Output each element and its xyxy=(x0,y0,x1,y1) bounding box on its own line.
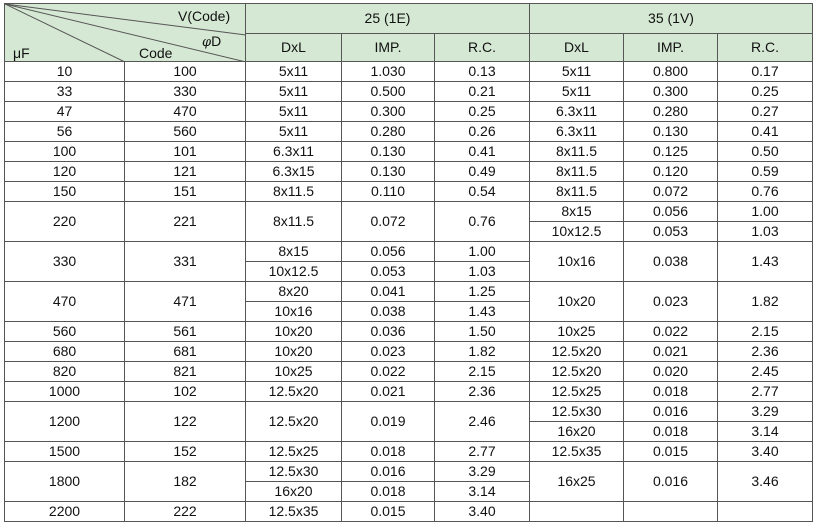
25v-imp-cell: 0.110 xyxy=(342,182,435,202)
35v-rc-cell: 1.00 xyxy=(718,202,813,222)
25v-imp-cell: 0.041 xyxy=(342,282,435,302)
code-cell: 222 xyxy=(125,502,246,522)
col-header-rc: R.C. xyxy=(718,34,813,62)
35v-dxl-cell: 12.5x20 xyxy=(530,342,624,362)
35v-dxl-cell: 8x11.5 xyxy=(530,162,624,182)
voltage-code-label: V(Code) xyxy=(178,8,231,24)
25v-rc-cell: 2.46 xyxy=(435,402,530,442)
capacitance-cell: 1800 xyxy=(5,462,125,502)
25v-dxl-cell: 10x20 xyxy=(246,342,342,362)
35v-rc-cell: 2.77 xyxy=(718,382,813,402)
35v-imp-cell: 0.280 xyxy=(624,102,718,122)
35v-imp-cell: 0.130 xyxy=(624,122,718,142)
capacitance-cell: 680 xyxy=(5,342,125,362)
25v-dxl-cell: 5x11 xyxy=(246,82,342,102)
35v-dxl-cell: 12.5x25 xyxy=(530,382,624,402)
code-cell: 102 xyxy=(125,382,246,402)
col-header-dxl: DxL xyxy=(246,34,342,62)
table-row xyxy=(5,362,813,382)
25v-imp-cell: 0.300 xyxy=(342,102,435,122)
35v-rc-cell: 2.15 xyxy=(718,322,813,342)
25v-rc-cell: 0.26 xyxy=(435,122,530,142)
25v-imp-cell: 0.019 xyxy=(342,402,435,442)
code-cell: 821 xyxy=(125,362,246,382)
35v-imp-cell: 0.020 xyxy=(624,362,718,382)
35v-dxl-cell: 6.3x11 xyxy=(530,122,624,142)
capacitance-cell: 33 xyxy=(5,82,125,102)
35v-imp-cell: 0.023 xyxy=(624,282,718,322)
25v-rc-cell: 0.41 xyxy=(435,142,530,162)
25v-imp-cell: 0.018 xyxy=(342,442,435,462)
capacitance-cell: 330 xyxy=(5,242,125,282)
25v-imp-cell: 0.022 xyxy=(342,362,435,382)
25v-dxl-cell: 6.3x11 xyxy=(246,142,342,162)
table-row xyxy=(5,62,813,82)
35v-rc-cell: 0.17 xyxy=(718,62,813,82)
35v-rc-cell: 0.76 xyxy=(718,182,813,202)
table-row xyxy=(5,242,813,262)
25v-dxl-cell: 10x16 xyxy=(246,302,342,322)
25v-imp-cell: 0.023 xyxy=(342,342,435,362)
table-row xyxy=(5,402,813,422)
table-row xyxy=(5,182,813,202)
35v-rc-cell: 3.46 xyxy=(718,462,813,502)
25v-rc-cell: 3.14 xyxy=(435,482,530,502)
code-cell: 471 xyxy=(125,282,246,322)
35v-imp-cell: 0.125 xyxy=(624,142,718,162)
35v-dxl-cell: 12.5x35 xyxy=(530,442,624,462)
35v-rc-cell: 0.41 xyxy=(718,122,813,142)
35v-rc-cell xyxy=(718,502,813,522)
col-header-imp: IMP. xyxy=(624,34,718,62)
code-cell: 221 xyxy=(125,202,246,242)
table-row xyxy=(5,282,813,302)
25v-rc-cell: 1.82 xyxy=(435,342,530,362)
table-row xyxy=(5,502,813,522)
35v-imp-cell: 0.300 xyxy=(624,82,718,102)
25v-dxl-cell: 8x11.5 xyxy=(246,182,342,202)
capacitance-cell: 820 xyxy=(5,362,125,382)
25v-dxl-cell: 10x20 xyxy=(246,322,342,342)
25v-rc-cell: 1.43 xyxy=(435,302,530,322)
diameter-letter: D xyxy=(211,33,222,49)
25v-imp-cell: 0.056 xyxy=(342,242,435,262)
35v-dxl-cell: 5x11 xyxy=(530,82,624,102)
25v-imp-cell: 0.021 xyxy=(342,382,435,402)
25v-dxl-cell: 6.3x15 xyxy=(246,162,342,182)
35v-imp-cell: 0.022 xyxy=(624,322,718,342)
25v-dxl-cell: 5x11 xyxy=(246,122,342,142)
35v-dxl-cell xyxy=(530,502,624,522)
35v-rc-cell: 0.59 xyxy=(718,162,813,182)
capacitance-cell: 1500 xyxy=(5,442,125,462)
diameter-label xyxy=(202,34,221,50)
35v-dxl-cell: 10x25 xyxy=(530,322,624,342)
table-row xyxy=(5,122,813,142)
code-cell: 182 xyxy=(125,462,246,502)
25v-imp-cell: 0.018 xyxy=(342,482,435,502)
25v-rc-cell: 0.76 xyxy=(435,202,530,242)
code-cell: 561 xyxy=(125,322,246,342)
35v-imp-cell: 0.021 xyxy=(624,342,718,362)
capacitance-cell: 220 xyxy=(5,202,125,242)
col-header-imp: IMP. xyxy=(342,34,435,62)
code-cell: 681 xyxy=(125,342,246,362)
35v-imp-cell: 0.016 xyxy=(624,402,718,422)
25v-dxl-cell: 5x11 xyxy=(246,62,342,82)
phi-symbol: φ xyxy=(202,35,212,50)
35v-rc-cell: 1.82 xyxy=(718,282,813,322)
35v-rc-cell: 0.25 xyxy=(718,82,813,102)
code-cell: 470 xyxy=(125,102,246,122)
col-header-rc: R.C. xyxy=(435,34,530,62)
25v-dxl-cell: 8x15 xyxy=(246,242,342,262)
capacitance-cell: 100 xyxy=(5,142,125,162)
25v-rc-cell: 0.13 xyxy=(435,62,530,82)
table-row xyxy=(5,342,813,362)
25v-dxl-cell: 12.5x25 xyxy=(246,442,342,462)
capacitance-cell: 150 xyxy=(5,182,125,202)
capacitance-cell: 56 xyxy=(5,122,125,142)
35v-imp-cell: 0.072 xyxy=(624,182,718,202)
35v-rc-cell: 2.36 xyxy=(718,342,813,362)
25v-rc-cell: 0.54 xyxy=(435,182,530,202)
35v-imp-cell: 0.015 xyxy=(624,442,718,462)
25v-imp-cell: 0.015 xyxy=(342,502,435,522)
capacitance-cell: 560 xyxy=(5,322,125,342)
35v-dxl-cell: 12.5x30 xyxy=(530,402,624,422)
code-cell: 100 xyxy=(125,62,246,82)
25v-rc-cell: 2.36 xyxy=(435,382,530,402)
code-cell: 101 xyxy=(125,142,246,162)
25v-dxl-cell: 12.5x30 xyxy=(246,462,342,482)
25v-dxl-cell: 5x11 xyxy=(246,102,342,122)
table-row xyxy=(5,202,813,222)
spec-table-body xyxy=(5,62,813,522)
capacitance-cell: 470 xyxy=(5,282,125,322)
35v-dxl-cell: 5x11 xyxy=(530,62,624,82)
table-row xyxy=(5,162,813,182)
25v-imp-cell: 0.130 xyxy=(342,162,435,182)
capacitance-cell: 1000 xyxy=(5,382,125,402)
35v-rc-cell: 0.50 xyxy=(718,142,813,162)
35v-dxl-cell: 10x20 xyxy=(530,282,624,322)
35v-dxl-cell: 10x16 xyxy=(530,242,624,282)
capacitance-cell: 1200 xyxy=(5,402,125,442)
35v-rc-cell: 3.40 xyxy=(718,442,813,462)
25v-dxl-cell: 16x20 xyxy=(246,482,342,502)
25v-dxl-cell: 8x11.5 xyxy=(246,202,342,242)
code-cell: 152 xyxy=(125,442,246,462)
voltage-group-35v: 35 (1V) xyxy=(530,4,813,34)
25v-imp-cell: 0.130 xyxy=(342,142,435,162)
35v-imp-cell: 0.016 xyxy=(624,462,718,502)
code-cell: 151 xyxy=(125,182,246,202)
25v-imp-cell: 0.053 xyxy=(342,262,435,282)
25v-rc-cell: 2.15 xyxy=(435,362,530,382)
table-row xyxy=(5,82,813,102)
capacitance-cell: 120 xyxy=(5,162,125,182)
35v-imp-cell: 0.038 xyxy=(624,242,718,282)
25v-rc-cell: 1.50 xyxy=(435,322,530,342)
25v-rc-cell: 1.00 xyxy=(435,242,530,262)
25v-rc-cell: 1.25 xyxy=(435,282,530,302)
col-header-dxl: DxL xyxy=(530,34,624,62)
35v-dxl-cell: 16x20 xyxy=(530,422,624,442)
25v-dxl-cell: 12.5x20 xyxy=(246,402,342,442)
25v-imp-cell: 0.280 xyxy=(342,122,435,142)
35v-imp-cell: 0.018 xyxy=(624,422,718,442)
table-row xyxy=(5,462,813,482)
25v-imp-cell: 0.036 xyxy=(342,322,435,342)
code-label: Code xyxy=(139,45,173,61)
table-row xyxy=(5,142,813,162)
35v-dxl-cell: 12.5x20 xyxy=(530,362,624,382)
35v-dxl-cell: 8x11.5 xyxy=(530,182,624,202)
25v-rc-cell: 0.49 xyxy=(435,162,530,182)
35v-dxl-cell: 8x15 xyxy=(530,202,624,222)
35v-dxl-cell: 6.3x11 xyxy=(530,102,624,122)
capacitance-cell: 2200 xyxy=(5,502,125,522)
35v-imp-cell: 0.800 xyxy=(624,62,718,82)
25v-dxl-cell: 10x12.5 xyxy=(246,262,342,282)
25v-imp-cell: 0.016 xyxy=(342,462,435,482)
25v-dxl-cell: 8x20 xyxy=(246,282,342,302)
35v-dxl-cell: 8x11.5 xyxy=(530,142,624,162)
table-row xyxy=(5,442,813,462)
25v-rc-cell: 1.03 xyxy=(435,262,530,282)
code-cell: 122 xyxy=(125,402,246,442)
35v-rc-cell: 3.29 xyxy=(718,402,813,422)
25v-imp-cell: 0.500 xyxy=(342,82,435,102)
35v-dxl-cell: 10x12.5 xyxy=(530,222,624,242)
capacitance-unit-label: μF xyxy=(13,45,30,61)
35v-rc-cell: 1.43 xyxy=(718,242,813,282)
code-cell: 560 xyxy=(125,122,246,142)
35v-imp-cell: 0.018 xyxy=(624,382,718,402)
table-row xyxy=(5,382,813,402)
capacitor-spec-table xyxy=(4,3,813,522)
35v-rc-cell: 0.27 xyxy=(718,102,813,122)
35v-imp-cell: 0.053 xyxy=(624,222,718,242)
25v-rc-cell: 0.25 xyxy=(435,102,530,122)
code-cell: 121 xyxy=(125,162,246,182)
code-cell: 330 xyxy=(125,82,246,102)
spec-table-container xyxy=(4,3,813,522)
voltage-group-25v: 25 (1E) xyxy=(246,4,530,34)
25v-imp-cell: 1.030 xyxy=(342,62,435,82)
header-corner-cell xyxy=(5,4,246,62)
code-cell: 331 xyxy=(125,242,246,282)
25v-rc-cell: 3.29 xyxy=(435,462,530,482)
35v-imp-cell: 0.120 xyxy=(624,162,718,182)
25v-rc-cell: 2.77 xyxy=(435,442,530,462)
25v-dxl-cell: 12.5x35 xyxy=(246,502,342,522)
table-row xyxy=(5,322,813,342)
25v-imp-cell: 0.038 xyxy=(342,302,435,322)
35v-imp-cell xyxy=(624,502,718,522)
25v-rc-cell: 3.40 xyxy=(435,502,530,522)
25v-rc-cell: 0.21 xyxy=(435,82,530,102)
capacitance-cell: 10 xyxy=(5,62,125,82)
35v-rc-cell: 1.03 xyxy=(718,222,813,242)
35v-dxl-cell: 16x25 xyxy=(530,462,624,502)
35v-rc-cell: 2.45 xyxy=(718,362,813,382)
25v-dxl-cell: 10x25 xyxy=(246,362,342,382)
25v-imp-cell: 0.072 xyxy=(342,202,435,242)
capacitance-cell: 47 xyxy=(5,102,125,122)
35v-imp-cell: 0.056 xyxy=(624,202,718,222)
35v-rc-cell: 3.14 xyxy=(718,422,813,442)
table-row xyxy=(5,102,813,122)
25v-dxl-cell: 12.5x20 xyxy=(246,382,342,402)
